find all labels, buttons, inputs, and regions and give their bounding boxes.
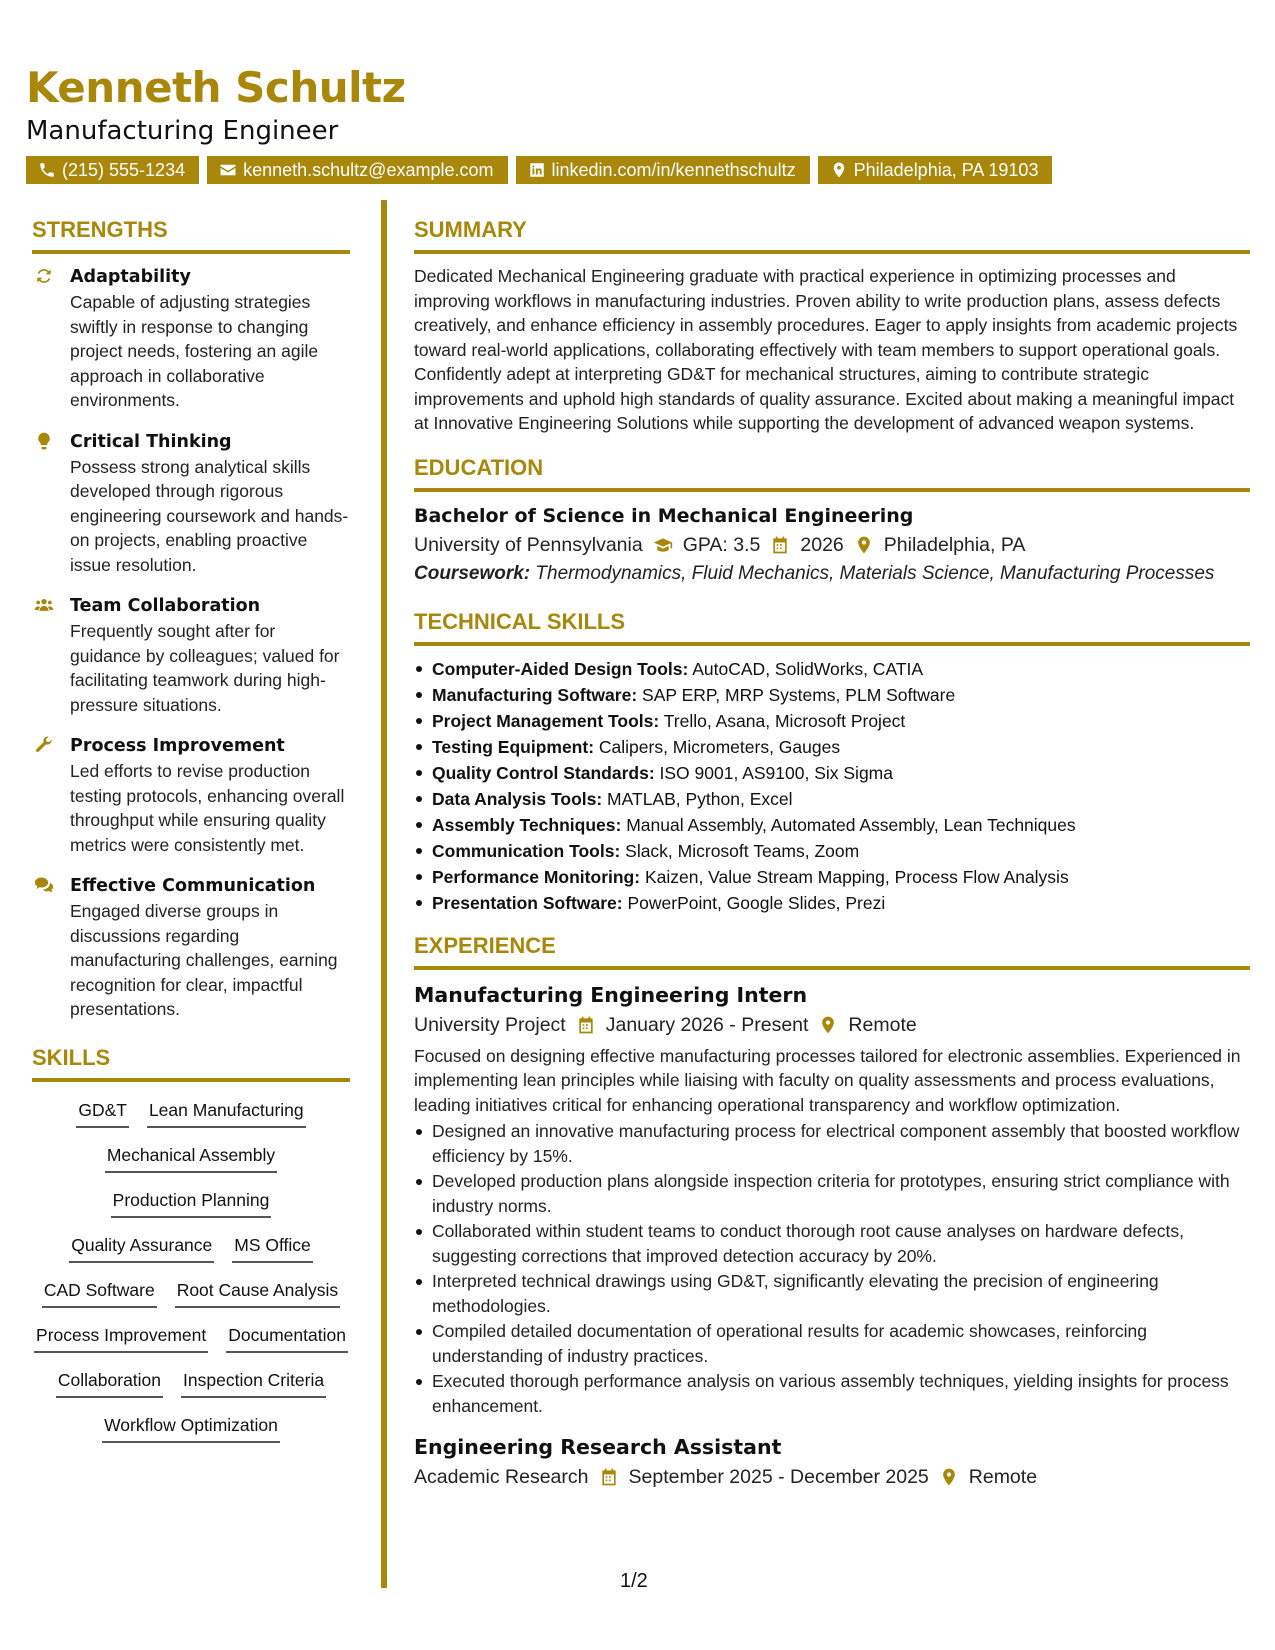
skill-tag: MS Office <box>232 1233 313 1263</box>
skill-tag: Inspection Criteria <box>181 1368 326 1398</box>
job-location: Remote <box>968 1466 1038 1488</box>
education-meta <box>414 530 1250 560</box>
contact-linkedin[interactable] <box>516 156 810 184</box>
school-location: Philadelphia, PA <box>883 533 1026 556</box>
coursework-label: Coursework: <box>414 562 531 584</box>
candidate-name: Kenneth Schultz <box>26 63 406 112</box>
strength-desc: Capable of adjusting strategies swiftly in response to changing project needs, fostering an agile approach in collaborative environments. <box>70 292 319 410</box>
map-marker-icon <box>854 535 874 555</box>
grad-year: 2026 <box>800 533 844 556</box>
job-description: Focused on designing effective manufacturing processes tailored for electronic assemblies. Experienced in implementing lean principles while liaising with faculty on quality assessments and process evaluations, leading initiatives critical for enhancing operational transparency and workflow optimization. <box>414 1045 1241 1115</box>
strengths-heading: STRENGTHS <box>32 216 350 254</box>
skill-tag: Lean Manufacturing <box>147 1098 306 1128</box>
list-item: Compiled detailed documentation of operational results for academic showcases, reinforcing understanding of industry practices. <box>414 1319 1250 1368</box>
skill-tag: GD&T <box>76 1098 129 1128</box>
list-item: Testing Equipment: Calipers, Micrometers, Gauges <box>414 734 1250 760</box>
map-marker-icon <box>939 1467 959 1487</box>
skill-tag: Workflow Optimization <box>102 1413 280 1443</box>
job-dates: September 2025 - December 2025 <box>628 1466 929 1488</box>
wrench-icon <box>32 733 56 857</box>
skill-tag: Root Cause Analysis <box>175 1278 340 1308</box>
list-item: Manufacturing Software: SAP ERP, MRP Systems, PLM Software <box>414 682 1250 708</box>
strength-desc: Led efforts to revise production testing protocols, enhancing overall throughput while ensuring quality metrics were consistently met. <box>70 761 345 855</box>
skills-list <box>32 1092 350 1443</box>
strength-item <box>32 873 350 1022</box>
job-org: University Project <box>414 1013 566 1036</box>
list-item: Communication Tools: Slack, Microsoft Teams, Zoom <box>414 838 1250 864</box>
map-marker-icon <box>830 161 848 179</box>
calendar-icon <box>770 535 790 555</box>
skills-heading: SKILLS <box>32 1044 350 1082</box>
calendar-icon <box>599 1467 619 1487</box>
contact-email[interactable] <box>207 156 507 184</box>
users-icon <box>32 593 56 717</box>
job-title: Manufacturing Engineering Intern <box>414 982 808 1007</box>
list-item: Computer-Aided Design Tools: AutoCAD, SolidWorks, CATIA <box>414 656 1250 682</box>
summary-heading: SUMMARY <box>414 216 1250 254</box>
list-item: Developed production plans alongside inspection criteria for prototypes, ensuring strict compliance with industry norms. <box>414 1169 1250 1218</box>
skill-tag: Quality Assurance <box>69 1233 214 1263</box>
skill-tag: Collaboration <box>56 1368 163 1398</box>
strength-title: Critical Thinking <box>70 431 232 452</box>
list-item: Designed an innovative manufacturing process for electrical component assembly that boosted workflow efficiency by 15%. <box>414 1119 1250 1168</box>
list-item: Data Analysis Tools: MATLAB, Python, Excel <box>414 786 1250 812</box>
graduation-cap-icon <box>653 535 673 555</box>
strength-item <box>32 429 350 578</box>
job-org: Academic Research <box>414 1466 589 1488</box>
strength-item <box>32 733 350 857</box>
skill-tag: Documentation <box>226 1323 348 1353</box>
technical-skills-heading: TECHNICAL SKILLS <box>414 608 1250 646</box>
experience-heading: EXPERIENCE <box>414 932 1250 970</box>
coursework-text: Thermodynamics, Fluid Mechanics, Materials Science, Manufacturing Processes <box>530 562 1215 584</box>
job-bullets <box>414 1119 1250 1418</box>
page-number: 1/2 <box>620 1570 648 1592</box>
strength-desc: Possess strong analytical skills developed through rigorous engineering coursework and hands-on projects, enabling proactive issue resolution. <box>70 456 349 575</box>
list-item: Executed thorough performance analysis on various assembly techniques, yielding insights for process enhancement. <box>414 1369 1250 1418</box>
job-title: Engineering Research Assistant <box>414 1435 782 1459</box>
email-text: kenneth.schultz@example.com <box>243 160 494 180</box>
contact-location <box>818 156 1053 184</box>
job-meta <box>414 1010 1250 1040</box>
lightbulb-icon <box>32 429 56 578</box>
school-name: University of Pennsylvania <box>414 533 643 556</box>
list-item: Quality Control Standards: ISO 9001, AS9100, Six Sigma <box>414 760 1250 786</box>
refresh-icon <box>32 264 56 413</box>
gpa-text: GPA: 3.5 <box>682 533 761 556</box>
resume-header <box>26 62 1246 184</box>
education-heading: EDUCATION <box>414 454 1250 492</box>
job-dates: January 2026 - Present <box>605 1013 809 1036</box>
list-item: Project Management Tools: Trello, Asana, Microsoft Project <box>414 708 1250 734</box>
envelope-icon <box>219 161 237 179</box>
strength-title: Adaptability <box>70 267 191 287</box>
skill-tag: CAD Software <box>42 1278 157 1308</box>
job-location: Remote <box>848 1013 917 1036</box>
phone-text: (215) 555-1234 <box>62 160 186 180</box>
summary-section <box>414 216 1250 436</box>
technical-skills-section <box>414 608 1250 916</box>
coursework <box>414 562 1250 586</box>
strength-title: Process Improvement <box>70 736 285 756</box>
degree-title: Bachelor of Science in Mechanical Engineering <box>414 504 914 527</box>
strength-item <box>32 593 350 717</box>
contact-phone[interactable] <box>26 156 199 184</box>
strength-desc: Engaged diverse groups in discussions regarding manufacturing challenges, earning recognition for clear, impactful presentations. <box>70 901 338 1019</box>
technical-skills-list <box>414 656 1250 916</box>
experience-section <box>414 932 1250 1493</box>
list-item: Collaborated within student teams to conduct thorough root cause analyses on hardware defects, suggesting corrections that improved detection accuracy by 20%. <box>414 1219 1250 1268</box>
skill-tag: Production Planning <box>111 1188 272 1218</box>
linkedin-text: linkedin.com/in/kennethschultz <box>551 160 796 180</box>
column-divider <box>381 200 387 1588</box>
location-text: Philadelphia, PA 19103 <box>853 160 1039 180</box>
summary-text: Dedicated Mechanical Engineering graduate with practical experience in optimizing processes and improving workflows in manufacturing industries. Proven ability to write production plans, assess defects creatively, and enhance efficiency in assembly procedures. Eager to apply insights from academic projects toward real-world applications, collaborating effectively with team members to support operational goals. Confidently adept at interpreting GD&T for mechanical structures, aiming to contribute strategic improvements and uphold high standards of quality assurance. Excited about making a meaningful impact at Innovative Engineering Solutions while supporting the development of advanced weapon systems. <box>414 266 1238 433</box>
list-item: Assembly Techniques: Manual Assembly, Automated Assembly, Lean Techniques <box>414 812 1250 838</box>
education-section <box>414 454 1250 586</box>
list-item: Performance Monitoring: Kaizen, Value Stream Mapping, Process Flow Analysis <box>414 864 1250 890</box>
list-item: Interpreted technical drawings using GD&T, significantly elevating the precision of engineering methodologies. <box>414 1269 1250 1318</box>
left-column <box>32 216 350 1443</box>
strength-title: Team Collaboration <box>70 596 261 616</box>
list-item: Presentation Software: PowerPoint, Google Slides, Prezi <box>414 890 1250 916</box>
calendar-icon <box>576 1015 596 1035</box>
skill-tag: Mechanical Assembly <box>105 1143 277 1173</box>
linkedin-icon <box>528 161 546 179</box>
job-meta <box>414 1462 1250 1492</box>
strength-item <box>32 264 350 413</box>
map-marker-icon <box>818 1015 838 1035</box>
phone-icon <box>38 161 56 179</box>
candidate-title: Manufacturing Engineer <box>26 116 339 146</box>
right-column <box>414 216 1250 1492</box>
strength-desc: Frequently sought after for guidance by colleagues; valued for facilitating teamwork during high-pressure situations. <box>70 621 340 715</box>
contact-bar <box>26 156 1246 184</box>
comments-icon <box>32 873 56 1022</box>
skill-tag: Process Improvement <box>34 1323 208 1353</box>
strength-title: Effective Communication <box>70 876 316 896</box>
